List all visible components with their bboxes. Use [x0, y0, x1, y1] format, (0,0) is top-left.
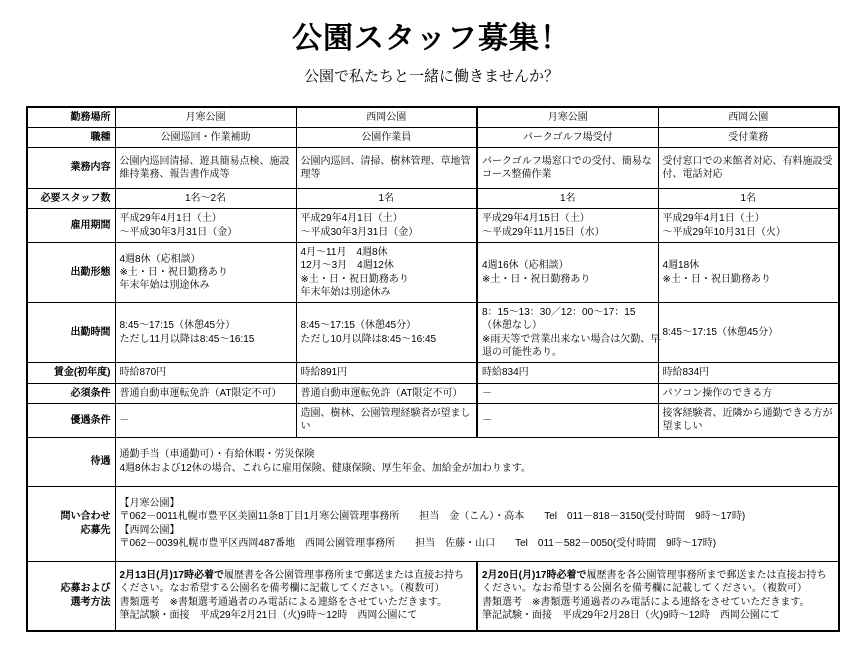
text-line: 年末年始は別途休み — [119, 280, 210, 292]
text-line: 8:45～17:15（休憩45分） — [300, 320, 417, 332]
apply-left-line2: ください。なお希望する公園名を備考欄に記載してください。（複数可） — [119, 583, 445, 595]
text-line: 8:45～17:15（休憩45分） — [119, 320, 236, 332]
apply-right-line3: 書類選考 ※書類選考通過者のみ電話による連絡をさせていただきます。 — [482, 596, 810, 608]
apply-left-line1-rest: 履歴書を各公園管理事務所まで郵送または直接お持ち — [223, 569, 464, 581]
apply-left-line4: 筆記試験・面接 平成29年2月21日（火)9時～12時 西岡公園にて — [119, 609, 418, 621]
text-line: 平成29年4月1日（土） — [300, 213, 403, 225]
apply-right-line2: ください。なお希望する公園名を備考欄に記載してください。（複数可） — [482, 583, 807, 595]
cell-working-hours-2 — [477, 303, 661, 363]
table-row-preferred — [27, 403, 839, 437]
apply-right-deadline: 2月20日(月)17時必着で — [482, 569, 587, 581]
row-label-apply — [27, 561, 115, 631]
row-label-attendance-pattern: 出勤形態 — [27, 242, 115, 302]
row-label-preferred: 優遇条件 — [27, 403, 115, 437]
text-line: 退の可能性あり。 — [482, 347, 562, 359]
cell-working-hours-1 — [296, 303, 477, 363]
table-row-attendance-pattern — [27, 242, 839, 302]
row-label-employment-period: 雇用期間 — [27, 209, 115, 243]
row-label-contact — [27, 486, 115, 561]
text-line: ※土・日・祝日勤務あり — [662, 273, 771, 285]
cell-staff-needed-3: 1名 — [658, 189, 839, 209]
table-row-wage — [27, 363, 839, 383]
row-label-workplace: 勤務場所 — [27, 107, 115, 128]
title-block — [0, 0, 863, 86]
text-line: ただし11月以降は8:45～16:15 — [119, 333, 255, 345]
cell-preferred-0: － — [115, 403, 296, 437]
cell-contact — [115, 486, 839, 561]
table-row-staff-needed — [27, 189, 839, 209]
cell-job-type-1: 公園作業員 — [296, 127, 477, 147]
cell-job-type-0: 公園巡回・作業補助 — [115, 127, 296, 147]
text-line: 8：15～13：30／12：00～17：15 — [482, 307, 636, 319]
text-line: 〒062－0011札幌市豊平区美園11条8丁目1月寒公園管理事務所 担当 金（こん）・高本 Tel 011－818－3150(受付時間 9時～17時) — [119, 511, 746, 523]
text-line: 4月～11月 4週8休 — [300, 246, 388, 258]
cell-attendance-pattern-3 — [658, 242, 839, 302]
text-line: 通勤手当（車通勤可）・有給休暇・労災保険 — [119, 449, 315, 461]
cell-employment-period-0 — [115, 209, 296, 243]
table-row-working-hours — [27, 303, 839, 363]
cell-attendance-pattern-0 — [115, 242, 296, 302]
cell-wage-2: 時給834円 — [477, 363, 658, 383]
text-line: 平成29年4月1日（土） — [662, 213, 765, 225]
table-row-job-type — [27, 127, 839, 147]
cell-workplace-2: 月寒公園 — [477, 107, 658, 128]
table-row-contact — [27, 486, 839, 561]
text-line: （休憩なし） — [482, 320, 542, 332]
cell-job-content-3: 受付窓口での来館者対応、有料施設受付、電話対応 — [658, 148, 839, 189]
row-label-job-content: 業務内容 — [27, 148, 115, 189]
cell-apply-right — [477, 561, 839, 631]
cell-preferred-1: 造園、樹林、公園管理経験者が望ましい — [296, 403, 477, 437]
text-line: 8:45～17:15（休憩45分） — [662, 327, 779, 339]
apply-left-deadline: 2月13日(月)17時必着で — [119, 569, 224, 581]
cell-required-1: 普通自動車運転免許（AT限定不可） — [296, 383, 477, 403]
table-row-required — [27, 383, 839, 403]
cell-required-0: 普通自動車運転免許（AT限定不可） — [115, 383, 296, 403]
cell-workplace-3: 西岡公園 — [658, 107, 839, 128]
cell-job-content-1: 公園内巡回、清掃、樹林管理、草地管理等 — [296, 148, 477, 189]
apply-left-line3: 書類選考 ※書類選考通過者のみ電話による連絡をさせていただきます。 — [119, 596, 448, 608]
apply-right-line1-rest: 履歴書を各公園管理事務所まで郵送または直接お持ち — [586, 569, 827, 581]
text-line: ※雨天等で営業出来ない場合は欠勤、早 — [482, 333, 661, 345]
cell-employment-period-1 — [296, 209, 477, 243]
text-line: 年末年始は別途休み — [300, 286, 391, 298]
cell-wage-3: 時給834円 — [658, 363, 839, 383]
cell-preferred-2: － — [477, 403, 658, 437]
text-line: ※土・日・祝日勤務あり — [119, 266, 228, 278]
cell-staff-needed-0: 1名～2名 — [115, 189, 296, 209]
table-row-job-content — [27, 148, 839, 189]
apply-right-line4: 筆記試験・面接 平成29年2月28日（火)9時～12時 西岡公園にて — [482, 609, 780, 621]
cell-required-3: パソコン操作のできる方 — [658, 383, 839, 403]
cell-attendance-pattern-1 — [296, 242, 477, 302]
cell-working-hours-0 — [115, 303, 296, 363]
text-line: ～平成30年3月31日（金） — [119, 226, 238, 238]
table-row-benefits — [27, 437, 839, 486]
text-line: 【西岡公園】 — [119, 524, 180, 536]
row-label-staff-needed: 必要スタッフ数 — [27, 189, 115, 209]
text-line: 4週8休および12休の場合、これらに雇用保険、健康保険、厚生年金、加給金が加わります。 — [119, 462, 531, 474]
cell-benefits — [115, 437, 839, 486]
text-line: 12月～3月 4週12休 — [300, 260, 394, 272]
cell-job-type-2: パークゴルフ場受付 — [477, 127, 658, 147]
text-line: 平成29年4月15日（土） — [482, 213, 590, 225]
text-line: 4週8休（応相談） — [119, 253, 201, 265]
page-title: 公園スタッフ募集！ — [292, 22, 571, 55]
text-line: 平成29年4月1日（土） — [119, 213, 222, 225]
cell-preferred-3: 接客経験者、近隣から通勤できる方が望ましい — [658, 403, 839, 437]
cell-apply-left — [115, 561, 477, 631]
cell-workplace-0: 月寒公園 — [115, 107, 296, 128]
row-label-contact-line1: 問い合わせ — [60, 511, 111, 523]
text-line: ～平成29年11月15日（水） — [482, 226, 605, 238]
table-row-employment-period — [27, 209, 839, 243]
table-row-apply — [27, 561, 839, 631]
cell-workplace-1: 西岡公園 — [296, 107, 477, 128]
cell-wage-1: 時給891円 — [296, 363, 477, 383]
cell-job-content-0: 公園内巡回清掃、遊具簡易点検、施設維持業務、報告書作成等 — [115, 148, 296, 189]
cell-staff-needed-2: 1名 — [477, 189, 658, 209]
cell-wage-0: 時給870円 — [115, 363, 296, 383]
cell-attendance-pattern-2 — [477, 242, 658, 302]
job-table-wrapper — [26, 106, 838, 632]
text-line: ※土・日・祝日勤務あり — [300, 273, 409, 285]
cell-job-content-2: パークゴルフ場窓口での受付、簡易なコース整備作業 — [477, 148, 658, 189]
row-label-wage: 賃金(初年度) — [27, 363, 115, 383]
cell-job-type-3: 受付業務 — [658, 127, 839, 147]
cell-working-hours-3 — [658, 303, 839, 363]
table-row-workplace — [27, 107, 839, 128]
row-label-benefits: 待遇 — [27, 437, 115, 486]
row-label-required: 必須条件 — [27, 383, 115, 403]
cell-employment-period-3 — [658, 209, 839, 243]
page-subtitle: 公園で私たちと一緒に働きませんか？ — [303, 68, 559, 85]
text-line: ※土・日・祝日勤務あり — [482, 273, 591, 285]
text-line: ただし10月以降は8:45～16:45 — [300, 333, 437, 345]
text-line: ～平成29年10月31日（火） — [662, 226, 786, 238]
row-label-apply-line2: 選考方法 — [70, 596, 111, 608]
cell-employment-period-2 — [477, 209, 658, 243]
row-label-job-type: 職種 — [27, 127, 115, 147]
text-line: ～平成30年3月31日（金） — [300, 226, 419, 238]
job-listing-table — [26, 106, 840, 632]
cell-required-2: － — [477, 383, 658, 403]
row-label-working-hours: 出勤時間 — [27, 303, 115, 363]
text-line: 4週16休（応相談） — [482, 260, 569, 272]
text-line: 〒062－0039札幌市豊平区西岡487番地 西岡公園管理事務所 担当 佐藤・山口 Tel 011－582－0050(受付時間 9時～17時) — [119, 537, 717, 549]
text-line: 【月寒公園】 — [119, 497, 180, 509]
cell-staff-needed-1: 1名 — [296, 189, 477, 209]
row-label-apply-line1: 応募および — [60, 583, 111, 595]
row-label-contact-line2: 応募先 — [80, 524, 111, 536]
text-line: 4週18休 — [662, 260, 700, 272]
